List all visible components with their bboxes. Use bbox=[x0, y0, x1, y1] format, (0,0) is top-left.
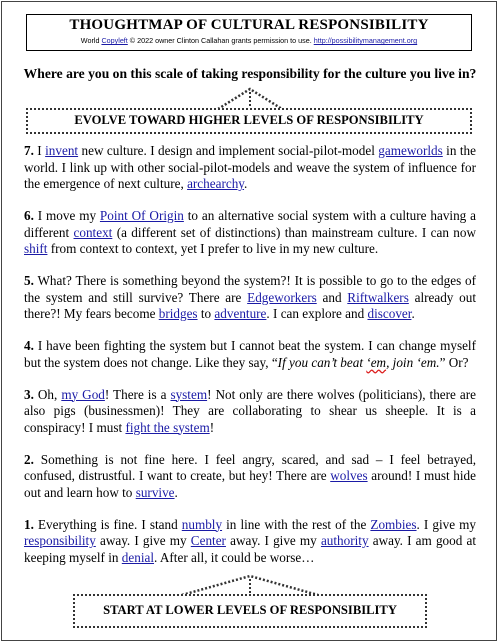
step-text: away. I give my bbox=[225, 533, 321, 548]
step-number: 3. bbox=[24, 386, 34, 402]
step-text: I move my bbox=[33, 208, 100, 223]
concept-link[interactable]: discover bbox=[367, 306, 412, 321]
step-text: (a different set of distinctions) than mainstream culture. I can now bbox=[112, 224, 476, 240]
concept-link[interactable]: denial bbox=[121, 549, 155, 565]
concept-link[interactable]: archearchy bbox=[187, 176, 245, 191]
step-number: 4. bbox=[24, 338, 34, 353]
concept-link[interactable]: context bbox=[73, 224, 113, 240]
concept-link[interactable]: shift bbox=[24, 241, 48, 256]
concept-link[interactable]: Edgeworkers bbox=[247, 289, 317, 305]
concept-link[interactable]: bridges bbox=[158, 306, 198, 321]
step-text: . bbox=[244, 176, 248, 191]
concept-link[interactable]: Center bbox=[190, 533, 226, 548]
top-banner: EVOLVE TOWARD HIGHER LEVELS OF RESPONSIBILITY bbox=[26, 108, 472, 134]
page-title: THOUGHTMAP OF CULTURAL RESPONSIBILITY bbox=[69, 17, 429, 33]
step-text: Oh, bbox=[33, 386, 62, 402]
step-text: . bbox=[174, 484, 178, 500]
step-item bbox=[24, 387, 476, 437]
step-text: away. I am good at keeping myself in bbox=[24, 533, 476, 565]
steps-list bbox=[24, 143, 476, 582]
concept-link[interactable]: numbly bbox=[181, 516, 223, 532]
concept-link[interactable]: invent bbox=[45, 143, 79, 158]
step-item bbox=[24, 273, 476, 323]
bottom-banner: START AT LOWER LEVELS OF RESPONSIBILITY bbox=[73, 594, 427, 628]
step-text: ! Not only are there wolves (politicians), there are also pigs (businessmen)! They are collaborating to shear us sheeple. It is a conspiracy! I must bbox=[24, 386, 477, 435]
step-text: . I can explore and bbox=[266, 306, 368, 321]
step-text: from context to context, yet I prefer to live in my new culture. bbox=[47, 241, 379, 256]
step-text: around! I must hide out and learn how to bbox=[24, 468, 476, 500]
step-text: I have been fighting the system but I cannot beat the system. I can change myself but the system does not change. Like they say, “ bbox=[24, 338, 476, 370]
step-item bbox=[24, 338, 476, 371]
step-text: . bbox=[411, 306, 415, 321]
step-text: and bbox=[316, 289, 348, 305]
copyright-prefix: World bbox=[80, 36, 102, 45]
step-text: to an alternative social system with a culture having a different bbox=[24, 208, 476, 240]
step-text: ! There is a bbox=[104, 386, 171, 402]
step-text: new culture. I design and implement social-pilot-model bbox=[78, 143, 379, 158]
up-arrow-bottom-icon bbox=[178, 572, 322, 596]
step-text: What? There is something beyond the system?! It is possible to go to the edges of the system and still survive? There are bbox=[24, 273, 476, 305]
concept-link[interactable]: Zombies bbox=[370, 516, 417, 532]
copyright-text: © 2022 owner Clinton Callahan grants permission to use. bbox=[127, 36, 314, 45]
step-number: 7. bbox=[24, 143, 34, 158]
copyright-line bbox=[27, 35, 471, 46]
step-text: away. I give my bbox=[95, 533, 191, 548]
step-item bbox=[24, 143, 476, 193]
concept-link[interactable]: responsibility bbox=[24, 533, 96, 548]
step-item bbox=[24, 208, 476, 258]
concept-link[interactable]: my God bbox=[61, 386, 105, 402]
concept-link[interactable]: wolves bbox=[330, 468, 368, 483]
concept-link[interactable]: Point Of Origin bbox=[99, 208, 184, 223]
concept-link[interactable]: authority bbox=[320, 533, 369, 548]
step-text: ‘em bbox=[366, 354, 387, 370]
step-text: to bbox=[197, 306, 215, 321]
step-number: 1. bbox=[24, 516, 34, 532]
copyleft-link[interactable]: Copyleft bbox=[101, 36, 128, 45]
step-text: Everything is fine. I stand bbox=[33, 516, 182, 532]
concept-link[interactable]: adventure bbox=[214, 306, 267, 321]
step-number: 6. bbox=[24, 208, 34, 223]
step-text: ! bbox=[209, 419, 215, 435]
concept-link[interactable]: fight the system bbox=[125, 419, 210, 435]
step-text: in the world. I link up with other social-pilot-models and weave the system of influence for the emergence of next culture, bbox=[24, 143, 476, 191]
step-item bbox=[24, 452, 476, 502]
website-link[interactable]: http://possibilitymanagement.org bbox=[313, 36, 418, 45]
question-heading: Where are you on this scale of taking responsibility for the culture you live in? bbox=[23, 66, 477, 81]
title-box bbox=[26, 14, 472, 51]
step-text: . After all, it could be worse… bbox=[154, 549, 315, 565]
step-text: in line with the rest of the bbox=[222, 516, 371, 532]
step-number: 5. bbox=[24, 273, 34, 288]
step-text: Something is not fine here. I feel angry, scared, and sad – I feel betrayed, confused, distrustful. I want to create, but hey! There are bbox=[24, 451, 476, 483]
step-text: . I give my bbox=[416, 516, 477, 532]
step-item bbox=[24, 517, 476, 567]
concept-link[interactable]: gameworlds bbox=[378, 143, 443, 158]
concept-link[interactable]: system bbox=[170, 386, 208, 402]
concept-link[interactable]: Riftwalkers bbox=[347, 289, 409, 305]
step-text: , join ‘em. bbox=[386, 354, 440, 370]
step-text: I bbox=[33, 143, 46, 158]
step-text: ” Or? bbox=[439, 354, 469, 370]
up-arrow-top-icon bbox=[214, 86, 286, 110]
concept-link[interactable]: survive bbox=[135, 484, 175, 500]
step-text: already out there?! My fears become bbox=[24, 289, 476, 321]
step-number: 2. bbox=[24, 451, 34, 467]
step-text: If you can’t beat bbox=[277, 354, 367, 370]
